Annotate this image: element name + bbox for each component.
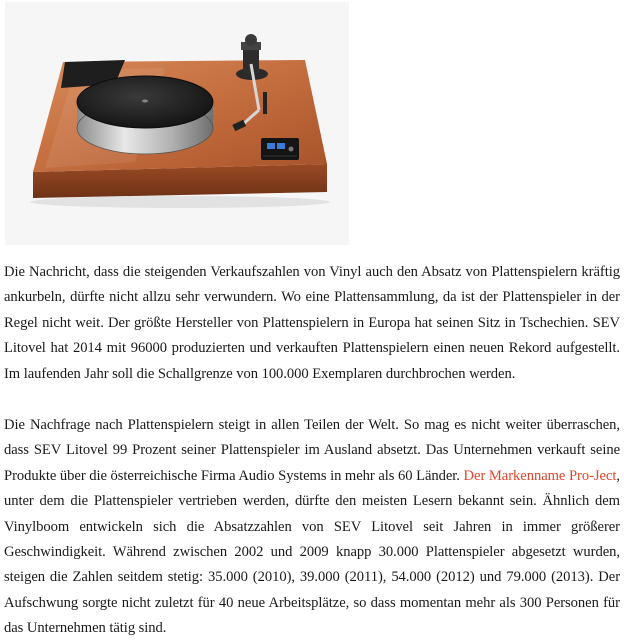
article xyxy=(4,0,620,642)
paragraph-2-intro: Die Nachfrage nach Plattenspielern steigt in allen Teilen der Welt. So mag es nicht weiter überraschen, dass SEV Litovel 99 Prozent seiner Plattenspieler im Ausland absetzt. Das Unternehmen verkauft seine Produkte über die österreichische Firma Audio Systems in mehr als 60 Länder. xyxy=(4,417,620,484)
paragraph-2-rest: , unter dem die Plattenspieler vertrieben werden, dürfte den meisten Lesern bekannt sein. Ähnlich dem Vinylboom entwickeln sich die Absatzzahlen von SEV Litovel seit Jahren in immer größerer Geschwindigkeit. Während zwischen 2002 und 2009 knapp 30.000 Plattenspieler abgesetzt wurden, steigen die Zahlen seitdem stetig: 35.000 (2010), 39.000 (2011), 54.000 (2012) und 79.000 (2013). Der Aufschwung sorgte nicht zuletzt für 40 neue Arbeitsplätze, so dass momentan mehr als 300 Personen für das Unternehmen tätig sind. xyxy=(4,467,620,637)
turntable-photo xyxy=(5,2,349,245)
paragraph-1: Die Nachricht, dass die steigenden Verkaufszahlen von Vinyl auch den Absatz von Plattenspielern kräftig ankurbeln, dürfte nicht allzu sehr verwundern. Wo eine Plattensammlung, da ist der Plattenspieler in der Regel nicht weit. Der größte Hersteller von Plattenspielern in Europa hat seinen Sitz in Tschechien. SEV Litovel hat 2014 mit 96000 produzierten und verkauften Plattenspielern einen neuen Rekord aufgestellt. Im laufenden Jahr soll die Schallgrenze von 100.000 Exemplaren durchbrochen werden. xyxy=(4,264,620,382)
paragraph-2 xyxy=(4,413,620,642)
markenname-link[interactable]: Der Markenname Pro-Ject xyxy=(463,467,617,484)
